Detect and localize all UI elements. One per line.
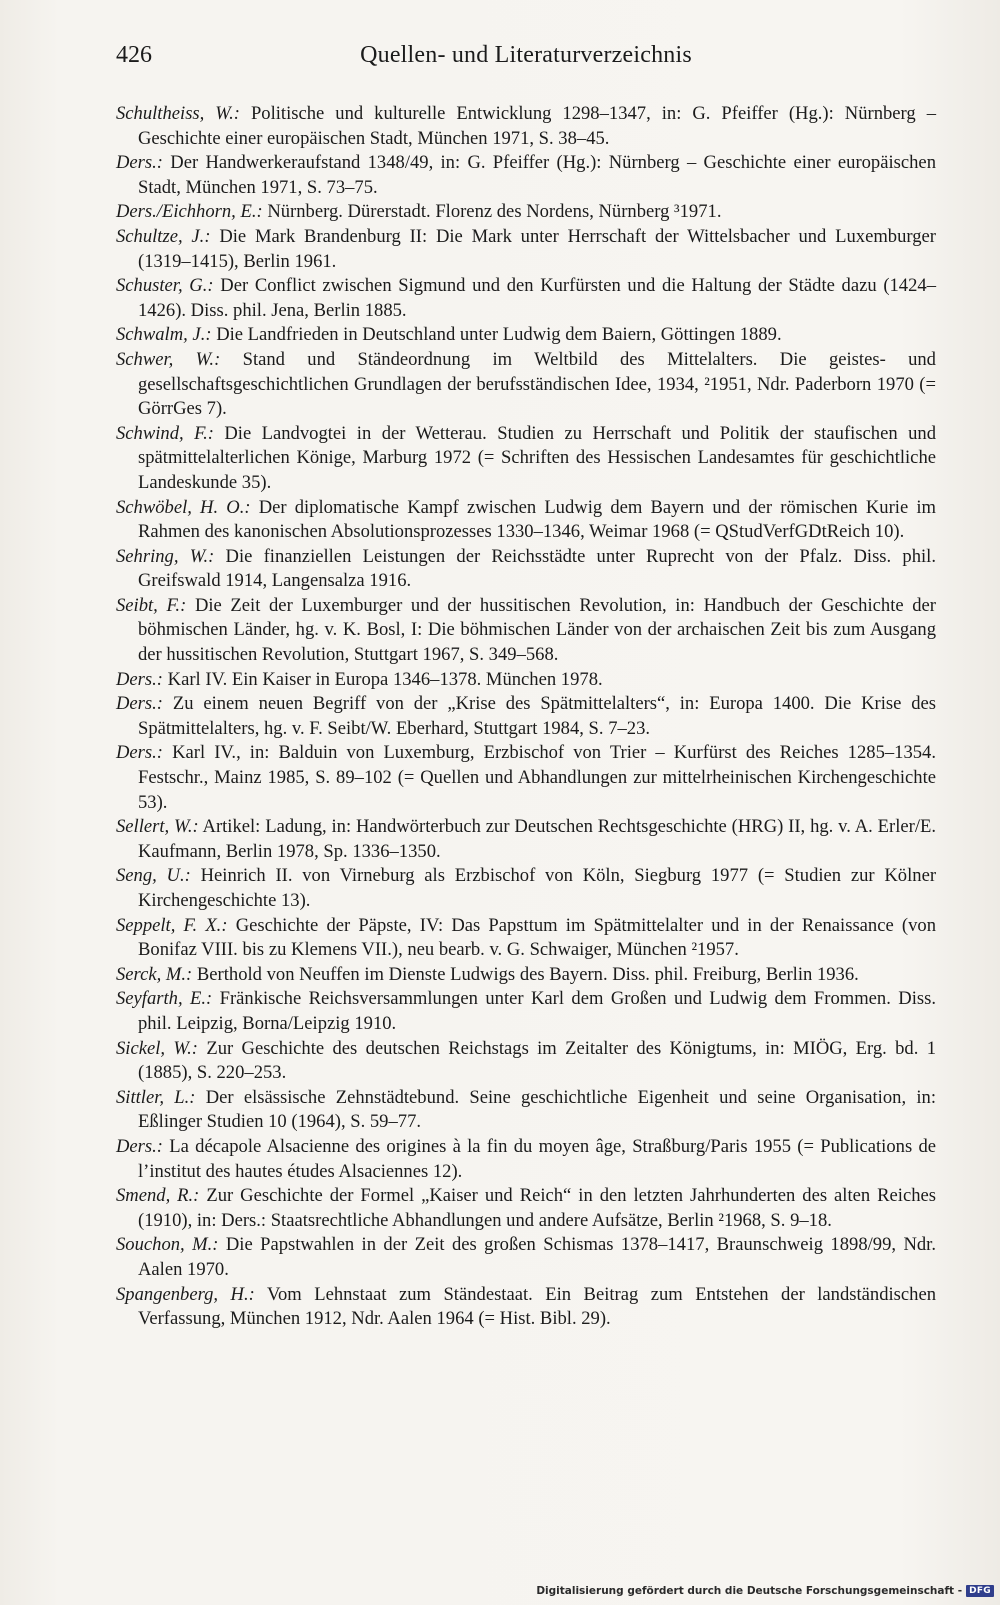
entry-text: Fränkische Reichsversammlungen unter Karl dem Großen und Ludwig dem Frommen. Diss. phil. Leipzig, Borna/Leipzig 1910.	[138, 988, 936, 1034]
footer-credit-text: Digitalisierung gefördert durch die Deutsche Forschungsgemeinschaft -	[536, 1585, 963, 1597]
bibliography-entry	[116, 987, 936, 1036]
entry-author: Sellert, W.:	[116, 816, 199, 838]
entry-author: Sittler, L.:	[116, 1086, 196, 1108]
bibliography-entry	[116, 496, 936, 545]
bibliography-entry	[116, 692, 936, 741]
bibliography-entry	[116, 864, 936, 913]
bibliography-entry	[116, 225, 936, 274]
entry-text: Vom Lehnstaat zum Ständestaat. Ein Beitrag zum Entstehen der landständischen Verfassung, München 1912, Ndr. Aalen 1964 (= Hist. Bibl. 29).	[138, 1283, 937, 1330]
entry-text: Politische und kulturelle Entwicklung 1298–1347, in: G. Pfeiffer (Hg.): Nürnberg – Geschichte einer europäischen Stadt, München 1971, S. 38–45.	[138, 103, 936, 149]
entry-text: Berthold von Neuffen im Dienste Ludwigs des Bayern. Diss. phil. Freiburg, Berlin 1936.	[196, 963, 859, 985]
entry-author: Schwind, F.:	[116, 422, 214, 444]
entry-text: Die Landvogtei in der Wetterau. Studien zu Herrschaft und Politik der staufischen und spätmittelalterlichen Könige, Marburg 1972 (= Schriften des Hessischen Landesamtes für geschichtliche Landeskunde 35).	[138, 422, 936, 493]
entry-author: Seng, U.:	[116, 865, 191, 887]
entry-text: Die Papstwahlen in der Zeit des großen Schismas 1378–1417, Braunschweig 1898/99, Ndr. Aalen 1970.	[138, 1234, 936, 1280]
bibliography-entry	[116, 545, 936, 594]
entry-text: Die Zeit der Luxemburger und der hussitischen Revolution, in: Handbuch der Geschichte der böhmischen Länder, hg. v. K. Bosl, I: Die böhmischen Länder von der archaischen Zeit bis zum Ausgang der hussitischen Revolution, Stuttgart 1967, S. 349–568.	[138, 594, 937, 666]
entry-text: Karl IV. Ein Kaiser in Europa 1346–1378. München 1978.	[167, 668, 603, 690]
entry-text: Zu einem neuen Begriff von der „Krise des Spätmittelalters“, in: Europa 1400. Die Krise des Spätmittelalters, hg. v. F. Seibt/W. Eberhard, Stuttgart 1984, S. 7–23.	[138, 693, 936, 739]
entry-text: La décapole Alsacienne des origines à la fin du moyen âge, Straßburg/Paris 1955 (= Publications de l’institut des hautes études Alsaciennes 12).	[138, 1135, 936, 1182]
entry-author: Schultze, J.:	[116, 225, 211, 247]
bibliography-entry	[116, 102, 936, 151]
page-header	[116, 42, 936, 76]
entry-text: Der elsässische Zehnstädtebund. Seine geschichtliche Eigenheit und seine Organisation, in: Eßlinger Studien 10 (1964), S. 59–77.	[138, 1086, 936, 1133]
entry-author: Spangenberg, H.:	[116, 1283, 255, 1305]
bibliography-entry	[116, 323, 936, 348]
bibliography-entry	[116, 1037, 936, 1086]
entry-text: Zur Geschichte des deutschen Reichstags im Zeitalter des Königtums, in: MIÖG, Erg. bd. 1 (1885), S. 220–253.	[138, 1037, 937, 1084]
entry-author: Seyfarth, E.:	[116, 988, 213, 1010]
bibliography-entry	[116, 274, 936, 323]
entry-author: Ders.:	[116, 1135, 163, 1157]
entry-text: Nürnberg. Dürerstadt. Florenz des Nordens, Nürnberg ³1971.	[267, 201, 722, 223]
bibliography-entry	[116, 1233, 936, 1282]
dfg-logo: DFG	[966, 1585, 994, 1597]
bibliography-entry	[116, 348, 936, 422]
bibliography-entry	[116, 668, 936, 693]
bibliography-entry	[116, 1283, 936, 1332]
entry-text: Die Landfrieden in Deutschland unter Ludwig dem Baiern, Göttingen 1889.	[216, 324, 782, 346]
entry-author: Schwer, W.:	[116, 348, 221, 370]
entry-author: Ders.:	[116, 742, 163, 764]
bibliography-entry	[116, 1184, 936, 1233]
bibliography-entry	[116, 422, 936, 496]
entry-text: Artikel: Ladung, in: Handwörterbuch zur Deutschen Rechtsgeschichte (HRG) II, hg. v. A. Erler/E. Kaufmann, Berlin 1978, Sp. 1336–1350.	[138, 816, 936, 862]
entry-text: Zur Geschichte der Formel „Kaiser und Reich“ in den letzten Jahrhunderten des alten Reiches (1910), in: Ders.: Staatsrechtliche Abhandlungen und andere Aufsätze, Berlin ²1968, S. 9–18.	[138, 1185, 936, 1231]
page-number: 426	[116, 42, 152, 68]
entry-text: Geschichte der Päpste, IV: Das Papsttum im Spätmittelalter und in der Renaissance (von Bonifaz VIII. bis zu Klemens VII.), neu bearb. v. G. Schwaiger, München ²1957.	[138, 914, 936, 961]
bibliography-entry	[116, 200, 936, 225]
entry-author: Smend, R.:	[116, 1185, 200, 1207]
bibliography-entry	[116, 963, 936, 988]
entry-author: Sickel, W.:	[116, 1037, 198, 1059]
bibliography-entry	[116, 594, 936, 668]
entry-text: Der Handwerkeraufstand 1348/49, in: G. Pfeiffer (Hg.): Nürnberg – Geschichte einer europäischen Stadt, München 1971, S. 73–75.	[138, 152, 936, 198]
entry-author: Schuster, G.:	[116, 275, 214, 297]
digitization-footer	[536, 1585, 994, 1597]
entry-author: Ders.:	[116, 693, 163, 715]
bibliography-entry	[116, 914, 936, 963]
bibliography-entry	[116, 1086, 936, 1135]
bibliography-entry	[116, 815, 936, 864]
entry-text: Stand und Ständeordnung im Weltbild des Mittelalters. Die geistes- und gesellschaftsgeschichtlichen Grundlagen der berufsständischen Idee, 1934, ²1951, Ndr. Paderborn 1970 (= GörrGes 7).	[138, 348, 936, 420]
entry-author: Schwöbel, H. O.:	[116, 496, 251, 518]
entry-author: Schultheiss, W.:	[116, 103, 240, 124]
entry-text: Der Conflict zwischen Sigmund und den Kurfürsten und die Haltung der Städte dazu (1424–1426). Diss. phil. Jena, Berlin 1885.	[138, 275, 936, 321]
bibliography-entry	[116, 1135, 936, 1184]
entry-author: Serck, M.:	[116, 963, 193, 985]
entry-author: Ders.:	[116, 152, 163, 174]
entry-author: Souchon, M.:	[116, 1234, 219, 1256]
entry-text: Heinrich II. von Virneburg als Erzbischof von Köln, Siegburg 1977 (= Studien zur Kölner Kirchengeschichte 13).	[138, 865, 937, 911]
entry-author: Seibt, F.:	[116, 594, 187, 616]
entry-text: Karl IV., in: Balduin von Luxemburg, Erzbischof von Trier – Kurfürst des Reiches 1285–1354. Festschr., Mainz 1985, S. 89–102 (= Quellen und Abhandlungen zur mittelrheinischen Kirchengeschichte 53).	[138, 742, 937, 813]
entry-author: Schwalm, J.:	[116, 324, 212, 346]
entry-author: Sehring, W.:	[116, 545, 215, 567]
entry-author: Ders.:	[116, 668, 163, 690]
entry-text: Die finanziellen Leistungen der Reichsstädte unter Ruprecht von der Pfalz. Diss. phil. Greifswald 1914, Langensalza 1916.	[138, 545, 936, 592]
entry-text: Der diplomatische Kampf zwischen Ludwig dem Bayern und der römischen Kurie im Rahmen des kanonischen Absolutionsprozesses 1330–1346, Weimar 1968 (= QStudVerfGDtReich 10).	[138, 496, 936, 543]
bibliography-entry	[116, 741, 936, 815]
entry-author: Seppelt, F. X.:	[116, 914, 228, 936]
entry-text: Die Mark Brandenburg II: Die Mark unter Herrschaft der Wittelsbacher und Luxemburger (1319–1415), Berlin 1961.	[138, 225, 937, 272]
running-title: Quellen- und Literaturverzeichnis	[360, 42, 692, 68]
bibliography-list	[116, 102, 936, 1332]
entry-author: Ders./Eichhorn, E.:	[116, 201, 263, 223]
bibliography-entry	[116, 151, 936, 200]
